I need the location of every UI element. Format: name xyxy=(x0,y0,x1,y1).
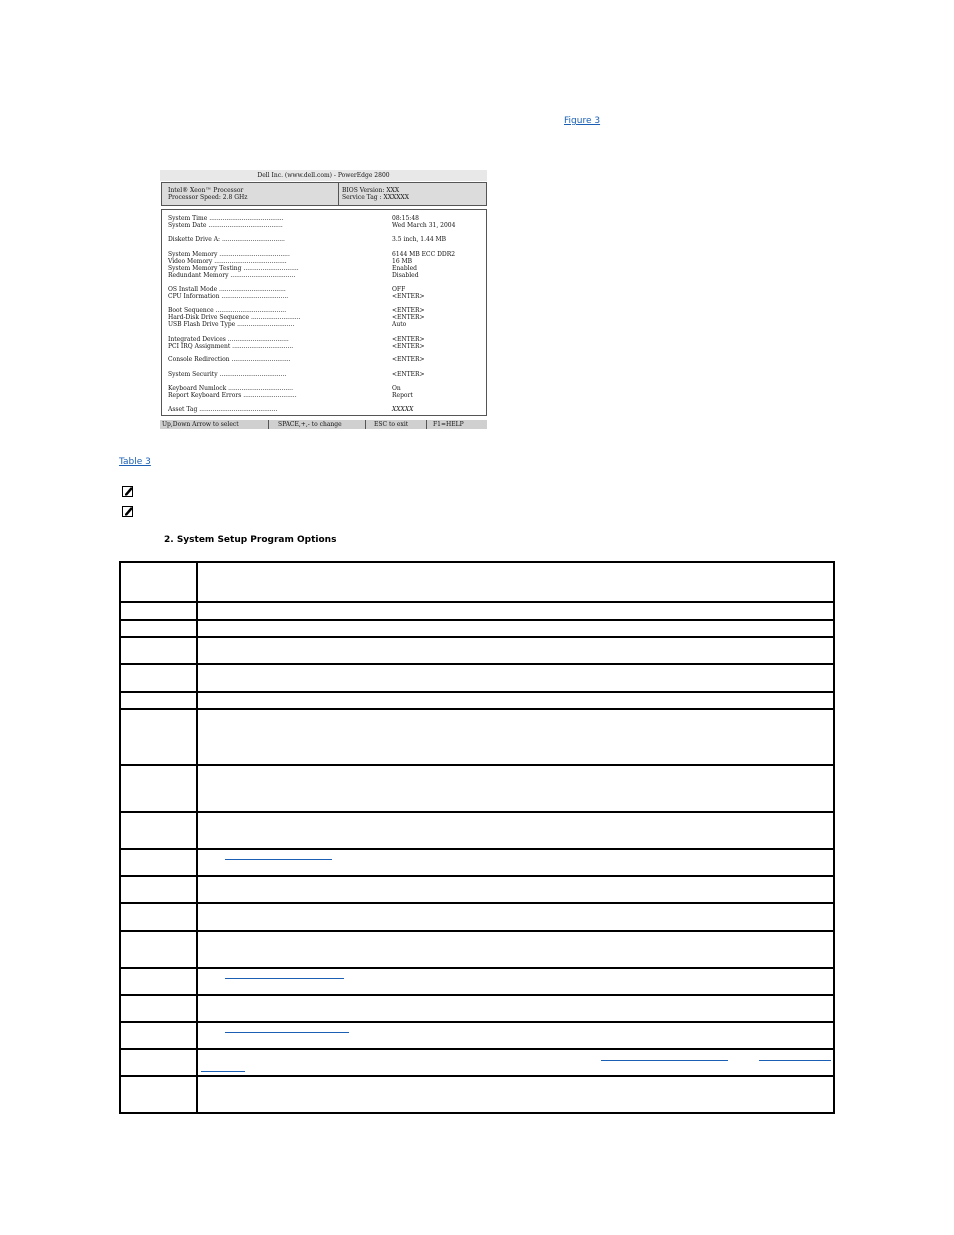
bios-row-label: Diskette Drive A: ................................. xyxy=(168,236,285,243)
cell-link[interactable] xyxy=(225,859,332,860)
bios-footer-select: Up,Down Arrow to select xyxy=(162,421,239,428)
bios-row-value: <ENTER> xyxy=(392,314,425,321)
cell-link[interactable] xyxy=(601,1060,728,1061)
table-row-divider xyxy=(121,619,833,621)
bios-row-value: 3.5 inch, 1.44 MB xyxy=(392,236,447,243)
table-row-divider xyxy=(121,930,833,932)
bios-row-value: <ENTER> xyxy=(392,371,425,378)
table-row-divider xyxy=(121,848,833,850)
table-row-divider xyxy=(121,875,833,877)
bios-row-label: PCI IRQ Assignment ................................ xyxy=(168,343,294,350)
bios-row-label: System Security ................................... xyxy=(168,371,287,378)
table-row-divider xyxy=(121,811,833,813)
bios-row-label: Hard-Disk Drive Sequence .......................... xyxy=(168,314,301,321)
cell-link[interactable] xyxy=(759,1060,831,1061)
bios-row-label: CPU Information ................................... xyxy=(168,293,289,300)
bios-row-label: System Time ....................................... xyxy=(168,215,284,222)
table-row-divider xyxy=(121,708,833,710)
table-row-divider xyxy=(121,994,833,996)
bios-footer-divider xyxy=(365,420,366,429)
bios-row-value: 16 MB xyxy=(392,258,413,265)
table-row-divider xyxy=(121,1021,833,1023)
bios-row-value: Enabled xyxy=(392,265,417,272)
bios-footer xyxy=(160,420,487,429)
bios-row-label: Keyboard Numlock .................................. xyxy=(168,385,293,392)
bios-row-value: On xyxy=(392,385,401,392)
bios-row-value: Report xyxy=(392,392,413,399)
table-row-divider xyxy=(121,764,833,766)
bios-row-value: XXXXX xyxy=(392,406,414,413)
cell-link[interactable] xyxy=(225,1032,349,1033)
setup-options-table xyxy=(119,561,835,1114)
bios-row-label: Redundant Memory .................................. xyxy=(168,272,296,279)
table-row-divider xyxy=(121,967,833,969)
bios-version: BIOS Version: XXX xyxy=(342,187,400,194)
table-row-divider xyxy=(121,1048,833,1050)
bios-row-label: Report Keyboard Errors ............................ xyxy=(168,392,297,399)
bios-header xyxy=(161,182,487,206)
bios-options-list xyxy=(161,209,487,416)
bios-row-value: <ENTER> xyxy=(392,356,425,363)
bios-row-value: 08:15:48 xyxy=(392,215,419,222)
bios-title: Dell Inc. (www.dell.com) - PowerEdge 2800 xyxy=(160,170,487,181)
bios-row-label: Console Redirection ............................... xyxy=(168,356,291,363)
table-row-divider xyxy=(121,1075,833,1077)
bios-row-value: Auto xyxy=(392,321,407,328)
table-row-divider xyxy=(121,691,833,693)
bios-footer-divider xyxy=(268,420,269,429)
table-row-divider xyxy=(121,902,833,904)
table-row-divider xyxy=(121,601,833,603)
bios-row-label: USB Flash Drive Type .............................. xyxy=(168,321,295,328)
bios-row-label: Integrated Devices ................................ xyxy=(168,336,289,343)
note-icon xyxy=(122,485,134,497)
processor-name: Intel® Xeon™ Processor xyxy=(168,187,244,194)
bios-row-label: Video Memory ...................................... xyxy=(168,258,287,265)
bios-row-value: 6144 MB ECC DDR2 xyxy=(392,251,456,258)
bios-footer-change: SPACE,+,- to change xyxy=(278,421,342,428)
table-3-link[interactable]: Table 3 xyxy=(119,457,151,467)
service-tag: Service Tag : XXXXXX xyxy=(342,194,410,201)
bios-header-divider xyxy=(338,183,339,205)
note-icon xyxy=(122,505,134,517)
bios-row-value: Wed March 31, 2004 xyxy=(392,222,456,229)
table-row-divider xyxy=(121,636,833,638)
bios-row-value: <ENTER> xyxy=(392,307,425,314)
cell-link[interactable] xyxy=(225,978,344,979)
bios-row-value: <ENTER> xyxy=(392,343,425,350)
bios-footer-help: F1=HELP xyxy=(433,421,464,428)
bios-row-label: System Memory Testing ............................. xyxy=(168,265,299,272)
figure-3-link[interactable]: Figure 3 xyxy=(564,116,601,126)
bios-row-label: System Memory ..................................... xyxy=(168,251,290,258)
bios-row-label: OS Install Mode ................................... xyxy=(168,286,286,293)
bios-setup-screenshot xyxy=(160,170,487,430)
table-row-divider xyxy=(121,663,833,665)
processor-speed: Processor Speed: 2.8 GHz xyxy=(168,194,248,201)
bios-footer-divider xyxy=(426,420,427,429)
cell-link[interactable] xyxy=(201,1071,245,1072)
bios-row-label: Boot Sequence ..................................... xyxy=(168,307,287,314)
bios-header-right xyxy=(342,187,409,201)
bios-row-label: Asset Tag ......................................... xyxy=(168,406,278,413)
bios-row-value: Disabled xyxy=(392,272,419,279)
bios-footer-exit: ESC to exit xyxy=(374,421,409,428)
bios-row-value: OFF xyxy=(392,286,406,293)
table-caption: 2. System Setup Program Options xyxy=(164,535,337,545)
bios-row-value: <ENTER> xyxy=(392,293,425,300)
table-column-divider xyxy=(196,563,198,1114)
bios-row-label: System Date ....................................... xyxy=(168,222,283,229)
bios-row-value: <ENTER> xyxy=(392,336,425,343)
bios-header-left xyxy=(168,187,247,201)
table-row-divider xyxy=(121,1112,833,1114)
